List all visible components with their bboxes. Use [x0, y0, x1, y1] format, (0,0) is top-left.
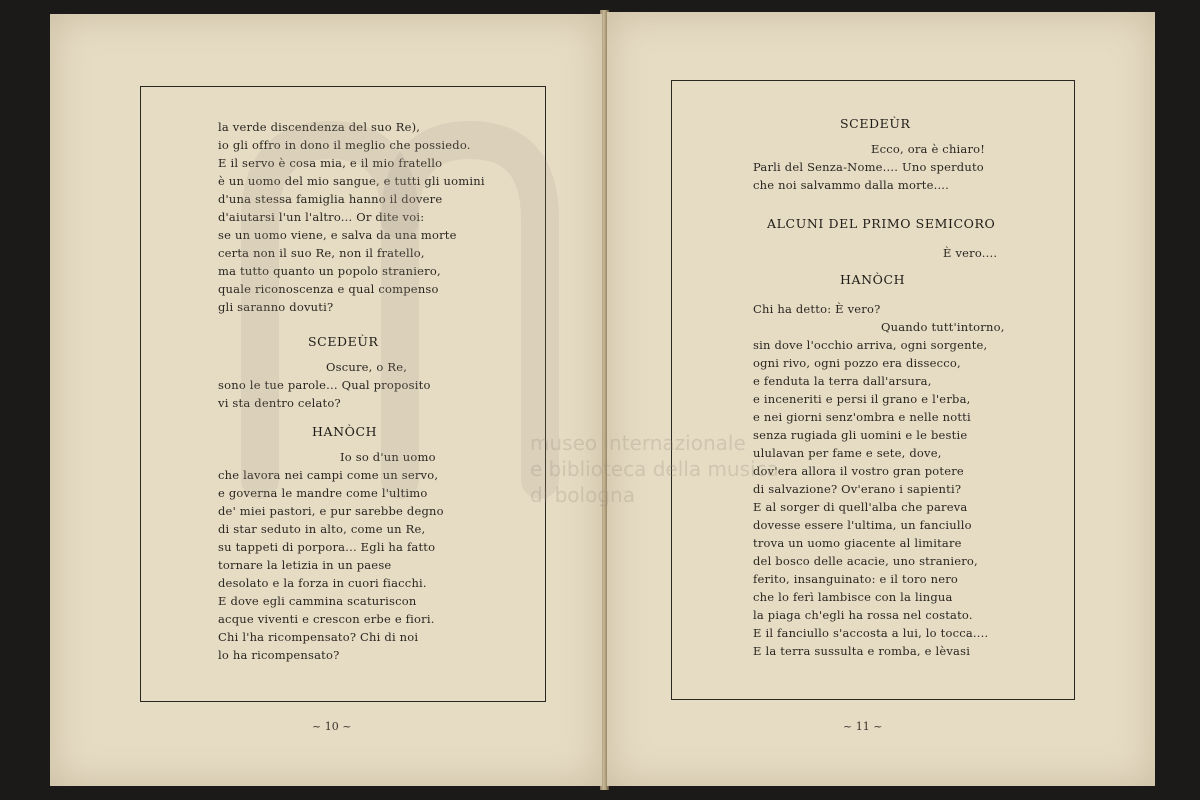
- verse-line: di salvazione? Ov'erano i sapienti?: [753, 482, 962, 496]
- verse-line: la verde discendenza del suo Re),: [218, 120, 421, 134]
- verse-line: che noi salvammo dalla morte....: [753, 178, 950, 192]
- verse-line: E al sorger di quell'alba che pareva: [753, 500, 968, 514]
- page-number: ~ 10 ~: [312, 720, 352, 733]
- verse-line: È vero....: [943, 246, 998, 260]
- verse-line: di star seduto in alto, come un Re,: [218, 522, 426, 536]
- verse-line: Chi l'ha ricompensato? Chi di noi: [218, 630, 419, 644]
- verse-line: E il fanciullo s'accosta a lui, lo tocca....: [753, 626, 989, 640]
- verse-line: tornare la letizia in un paese: [218, 558, 392, 572]
- verse-line: io gli offro in dono il meglio che possiedo.: [218, 138, 471, 152]
- speaker-name: ALCUNI DEL PRIMO SEMICORO: [767, 216, 996, 231]
- left-page: [50, 14, 602, 786]
- verse-line: dov'era allora il vostro gran potere: [753, 464, 964, 478]
- verse-line: Parli del Senza-Nome.... Uno sperduto: [753, 160, 984, 174]
- verse-line: che lavora nei campi come un servo,: [218, 468, 439, 482]
- verse-line: vi sta dentro celato?: [218, 396, 341, 410]
- verse-line: su tappeti di porpora... Egli ha fatto: [218, 540, 436, 554]
- verse-line: acque viventi e crescon erbe e fiori.: [218, 612, 435, 626]
- verse-line: e fenduta la terra dall'arsura,: [753, 374, 932, 388]
- verse-line: Oscure, o Re,: [326, 360, 408, 374]
- speaker-name: SCEDEÙR: [840, 116, 911, 131]
- speaker-name: SCEDEÙR: [308, 334, 379, 349]
- verse-line: ma tutto quanto un popolo straniero,: [218, 264, 441, 278]
- verse-line: sono le tue parole... Qual proposito: [218, 378, 431, 392]
- verse-line: senza rugiada gli uomini e le bestie: [753, 428, 968, 442]
- verse-line: ferito, insanguinato: e il toro nero: [753, 572, 959, 586]
- verse-line: ogni rivo, ogni pozzo era dissecco,: [753, 356, 961, 370]
- verse-line: d'aiutarsi l'un l'altro... Or dite voi:: [218, 210, 425, 224]
- verse-line: Chi ha detto: È vero?: [753, 302, 881, 316]
- verse-line: è un uomo del mio sangue, e tutti gli uomini: [218, 174, 485, 188]
- verse-line: de' miei pastori, e pur sarebbe degno: [218, 504, 444, 518]
- verse-line: la piaga ch'egli ha rossa nel costato.: [753, 608, 973, 622]
- verse-line: desolato e la forza in cuori fiacchi.: [218, 576, 427, 590]
- verse-line: ululavan per fame e sete, dove,: [753, 446, 942, 460]
- verse-line: del bosco delle acacie, uno straniero,: [753, 554, 978, 568]
- verse-line: E il servo è cosa mia, e il mio fratello: [218, 156, 443, 170]
- right-page: [607, 12, 1155, 786]
- verse-line: sin dove l'occhio arriva, ogni sorgente,: [753, 338, 988, 352]
- speaker-name: HANÒCH: [312, 424, 378, 439]
- verse-line: quale riconoscenza e qual compenso: [218, 282, 439, 296]
- watermark-text: [530, 430, 779, 508]
- verse-line: lo ha ricompensato?: [218, 648, 340, 662]
- verse-line: e governa le mandre come l'ultimo: [218, 486, 428, 500]
- watermark-line: di bologna: [530, 483, 635, 507]
- verse-line: d'una stessa famiglia hanno il dovere: [218, 192, 443, 206]
- speaker-name: HANÒCH: [840, 272, 906, 287]
- verse-line: e inceneriti e persi il grano e l'erba,: [753, 392, 971, 406]
- verse-line: Quando tutt'intorno,: [881, 320, 1005, 334]
- verse-line: Io so d'un uomo: [340, 450, 436, 464]
- page-number: ~ 11 ~: [843, 720, 883, 733]
- watermark-line: e biblioteca della musica: [530, 457, 779, 481]
- verse-line: e nei giorni senz'ombra e nelle notti: [753, 410, 971, 424]
- verse-line: dovesse essere l'ultima, un fanciullo: [753, 518, 972, 532]
- verse-line: se un uomo viene, e salva da una morte: [218, 228, 457, 242]
- verse-line: E dove egli cammina scaturiscon: [218, 594, 417, 608]
- verse-line: che lo ferì lambisce con la lingua: [753, 590, 953, 604]
- verse-line: trova un uomo giacente al limitare: [753, 536, 962, 550]
- verse-line: Ecco, ora è chiaro!: [871, 142, 986, 156]
- watermark-line: museo internazionale: [530, 431, 746, 455]
- verse-line: certa non il suo Re, non il fratello,: [218, 246, 425, 260]
- verse-line: E la terra sussulta e romba, e lèvasi: [753, 644, 971, 658]
- verse-line: gli saranno dovuti?: [218, 300, 334, 314]
